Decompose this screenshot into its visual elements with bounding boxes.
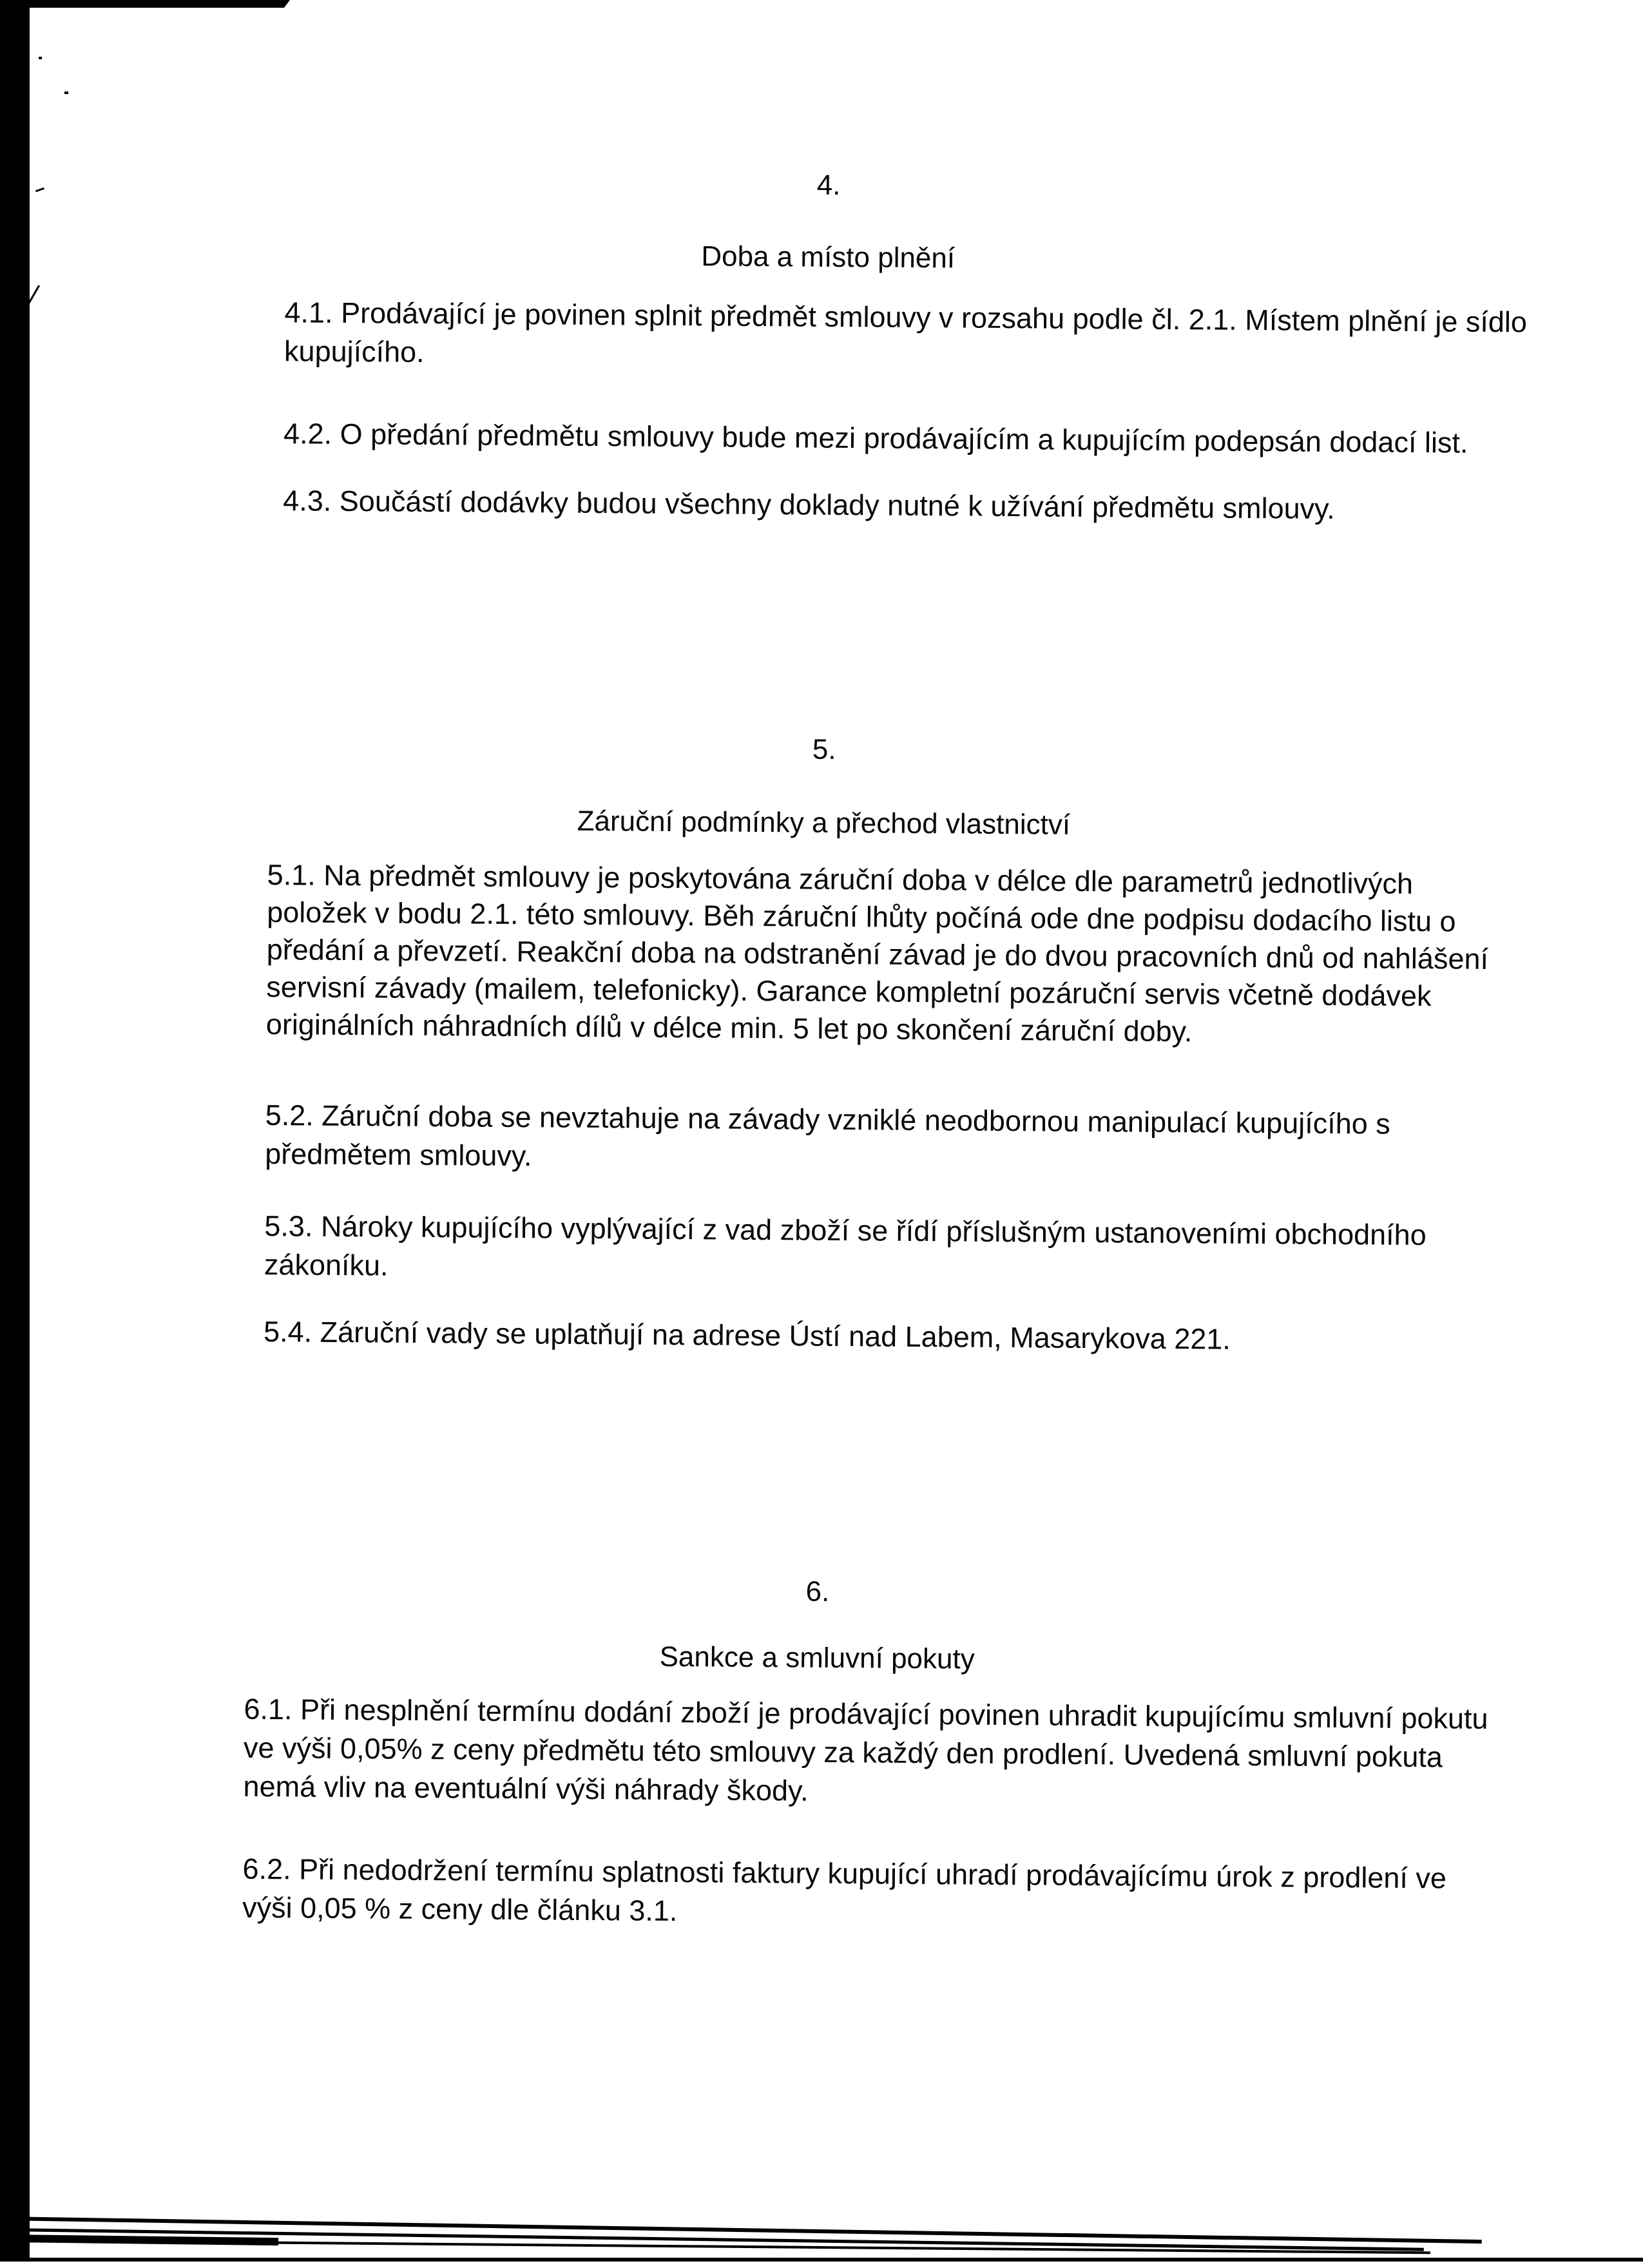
clause-4-2: 4.2. O předání předmětu smlouvy bude mezi prodávajícím a kupujícím podepsán dodací list. bbox=[283, 417, 1468, 459]
clause-6-2: 6.2. Při nedodržení termínu splatnosti faktury kupující uhradí prodávajícímu úrok z prodlení ve výši 0,05 % z ceny dle článku 3.1. bbox=[242, 1852, 1447, 1928]
clause-5-2: 5.2. Záruční doba se nevztahuje na závady vzniklé neodbornou manipulací kupujícího s předmětem smlouvy. bbox=[265, 1099, 1390, 1173]
section-number: 6. bbox=[805, 1575, 830, 1608]
section-title: Záruční podmínky a přechod vlastnictví bbox=[577, 805, 1071, 841]
clause-6-1: 6.1. Při nesplnění termínu dodání zboží je prodávající povinen uhradit kupujícímu smluvní pokutu ve výši 0,05% z ceny předmětu této smlouvy za každý den prodlení. Uvedená smluvní pokuta nemá vliv na eventuální výši náhrady škody. bbox=[243, 1692, 1488, 1807]
clause-5-4: 5.4. Záruční vady se uplatňují na adrese Ústí nad Labem, Masarykova 221. bbox=[263, 1315, 1231, 1356]
section-title: Doba a místo plnění bbox=[701, 240, 956, 274]
clause-4-3: 4.3. Součástí dodávky budou všechny doklady nutné k užívání předmětu smlouvy. bbox=[283, 484, 1335, 526]
clause-4-1: 4.1. Prodávající je povinen splnit předmět smlouvy v rozsahu podle čl. 2.1. Místem plnění je sídlo kupujícího. bbox=[283, 296, 1528, 369]
section-number: 4. bbox=[816, 169, 841, 201]
section-title: Sankce a smluvní pokuty bbox=[659, 1640, 975, 1675]
section-number: 5. bbox=[812, 733, 836, 765]
clause-5-3: 5.3. Nároky kupujícího vyplývající z vad zboží se řídí příslušným ustanoveními obchodního zákoníku. bbox=[264, 1209, 1427, 1282]
clause-5-1: 5.1. Na předmět smlouvy je poskytována záruční doba v délce dle parametrů jednotlivých položek v bodu 2.1. této smlouvy. Běh záruční lhůty počíná ode dne podpisu dodacího listu o předání a převzetí. Reakční doba na odstranění závad je do dvou pracovních dnů od nahlášení servisní závady (mailem, telefonicky). Garance kompletní pozáruční servis včetně dodávek originálních náhradních dílů v délce min. 5 let po skončení záruční doby. bbox=[265, 858, 1489, 1048]
